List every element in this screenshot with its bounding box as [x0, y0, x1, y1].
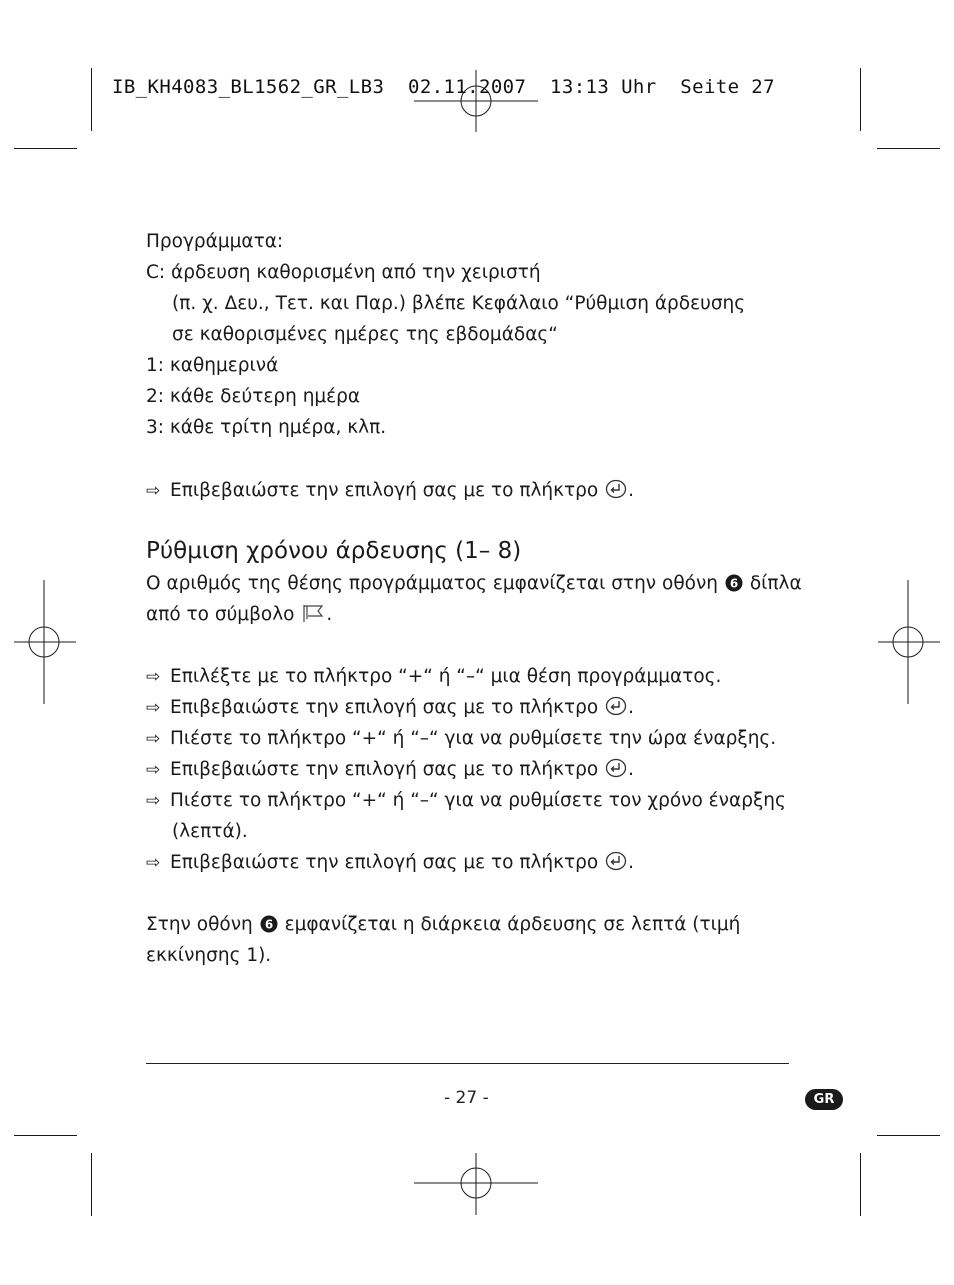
step-1 [146, 665, 721, 689]
display-number-label: 6 [729, 576, 739, 591]
right-arrow-icon: ⇨ [146, 729, 161, 749]
footer-divider [146, 1063, 789, 1064]
outro-line-1 [146, 913, 740, 937]
confirm-text: Επιβεβαιώστε την επιλογή σας με το πλήκτρο [170, 480, 599, 501]
intro-line-1 [146, 572, 802, 596]
intro-text-b: δίπλα [749, 573, 802, 594]
enter-key-icon [605, 696, 627, 716]
right-arrow-icon: ⇨ [146, 667, 161, 687]
step-2-text: Επιβεβαιώστε την επιλογή σας με το πλήκτρο [170, 697, 599, 718]
program-2: 2: κάθε δεύτερη ημέρα [146, 386, 361, 407]
step-6: ⇨ Επιβεβαιώστε την επιλογή σας με το πλήκτρο . [146, 852, 635, 873]
section-heading: Ρύθμιση χρόνου άρδευσης (1– 8) [146, 538, 522, 564]
intro-text-a: Ο αριθμός της θέσης προγράμματος εμφανίζεται στην οθόνη [146, 573, 719, 594]
program-1: 1: καθημερινά [146, 355, 279, 376]
confirm-step-programs: ⇨ Επιβεβαιώστε την επιλογή σας με το πλήκτρο . [146, 480, 635, 501]
right-arrow-icon: ⇨ [146, 791, 161, 811]
step-3-text: Πιέστε το πλήκτρο “+“ ή “–“ για να ρυθμίσετε την ώρα έναρξης. [170, 728, 777, 749]
right-arrow-icon: ⇨ [146, 698, 161, 718]
outro-text-b: εμφανίζεται η διάρκεια άρδευσης σε λεπτά (τιμή [284, 914, 741, 935]
display-number-icon [725, 574, 743, 592]
program-3: 3: κάθε τρίτη ημέρα, κλπ. [146, 417, 387, 438]
step-5-continued: (λεπτά). [172, 821, 248, 842]
outro-text-a: Στην οθόνη [146, 914, 253, 935]
right-arrow-icon: ⇨ [146, 481, 161, 501]
right-arrow-icon: ⇨ [146, 853, 161, 873]
step-4: ⇨ Επιβεβαιώστε την επιλογή σας με το πλήκτρο . [146, 759, 635, 780]
enter-key-icon [605, 479, 627, 499]
intro-line-2: από το σύμβολο . [146, 604, 333, 625]
display-number-label: 6 [264, 917, 273, 932]
step-4-text: Επιβεβαιώστε την επιλογή σας με το πλήκτρο [170, 759, 599, 780]
right-arrow-icon: ⇨ [146, 760, 161, 780]
program-symbol-icon [301, 603, 325, 623]
outro-line-2: εκκίνησης 1). [146, 945, 272, 966]
program-c-line-3: σε καθορισμένες ημέρες της εβδομάδας“ [172, 324, 558, 345]
step-5-text: Πιέστε το πλήκτρο “+“ ή “–“ για να ρυθμίσετε τον χρόνο έναρξης [170, 790, 786, 811]
enter-key-icon [605, 758, 627, 778]
intro-text-c: από το σύμβολο [146, 604, 295, 625]
enter-key-icon [605, 851, 627, 871]
program-c-line-2: (π. χ. Δευ., Τετ. και Παρ.) βλέπε Κεφάλαιο “Ρύθμιση άρδευσης [172, 293, 746, 314]
step-6-text: Επιβεβαιώστε την επιλογή σας με το πλήκτρο [170, 852, 599, 873]
step-3 [146, 727, 776, 751]
program-c-line-1: C: άρδευση καθορισμένη από την χειριστή [146, 262, 541, 283]
programs-title: Προγράμματα: [146, 231, 284, 252]
page-number: - 27 - [444, 1088, 489, 1108]
display-number-icon [260, 915, 278, 933]
country-badge: GR [805, 1089, 843, 1110]
step-2: ⇨ Επιβεβαιώστε την επιλογή σας με το πλήκτρο . [146, 697, 635, 718]
step-1-text: Επιλέξτε με το πλήκτρο “+“ ή “–“ μια θέση προγράμματος. [170, 666, 722, 687]
print-slug: IB_KH4083_BL1562_GR_LB3 02.11.2007 13:13 Uhr Seite 27 [112, 76, 775, 98]
step-5 [146, 789, 786, 813]
